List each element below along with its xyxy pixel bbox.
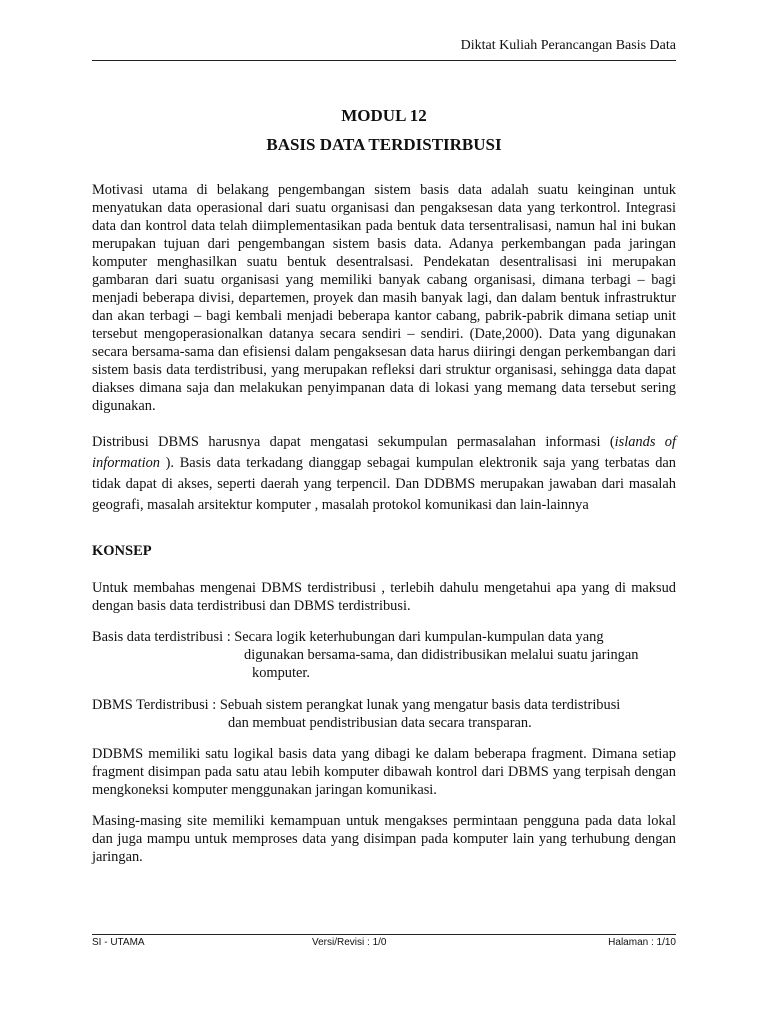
italic-term: islands of information (92, 434, 676, 471)
definition-line: dan membuat pendistribusian data secara transparan. (228, 715, 532, 731)
definition-distributed-database (92, 628, 692, 682)
footer-version: Versi/Revisi : 1/0 (312, 937, 387, 948)
footer-left: SI - UTAMA (92, 937, 145, 948)
paragraph-distribution (92, 432, 676, 516)
running-header: Diktat Kuliah Perancangan Basis Data (460, 38, 676, 53)
footer-divider (92, 934, 676, 935)
definition-distributed-dbms (92, 696, 692, 732)
chapter-title: BASIS DATA TERDISTIRBUSI (266, 135, 502, 154)
paragraph-site-capability: Masing-masing site memiliki kemampuan untuk mengakses permintaan pengguna pada data lokal dan juga mampu untuk memproses data yang disimpan pada komputer lain yang terhubung dengan jaringan. (92, 813, 676, 865)
definition-line: digunakan bersama-sama, dan didistribusikan melalui suatu jaringan (244, 647, 639, 663)
footer-page-number: Halaman : 1/10 (608, 937, 676, 948)
definition-line: Basis data terdistribusi : Secara logik keterhubungan dari kumpulan-kumpulan data yang (92, 629, 604, 645)
paragraph-distribution-part2: ). Basis data terkadang dianggap sebagai kumpulan elektronik saja yang terbatas dan tidak dapat di akses, seperti daerah yang terpencil. Dan DDBMS merupakan jawaban dari masalah geografi, masalah arsitektur komputer , masalah protokol komunikasi dan lain-lainnya (92, 455, 676, 513)
paragraph-distribution-part1: Distribusi DBMS harusnya dapat mengatasi sekumpulan permasalahan informasi ( (92, 434, 615, 450)
paragraph-ddbms-fragment: DDBMS memiliki satu logikal basis data yang dibagi ke dalam beberapa fragment. Dimana setiap fragment disimpan pada satu atau lebih komputer dibawah kontrol dari DBMS yang terpisah dengan mengkoneksi komputer menggunakan jaringan komunikasi. (92, 746, 676, 798)
paragraph-motivation: Motivasi utama di belakang pengembangan sistem basis data adalah suatu keinginan untuk menyatukan data operasional dari suatu organisasi dan pengaksesan data yang terkontrol. Integrasi data dan kontrol data telah diimplementasikan pada bentuk data tersentralisasi, namun hal ini bukan merupakan tujuan dari pengembangan sistem basis data. Adanya perkembangan pada jaringan komputer menghasilkan suatu bentuk desentralsasi. Pendekatan desentralisasi ini merupakan gambaran dari suatu organisasi yang memiliki banyak cabang organisasi, dimana terbagi – bagi menjadi beberapa divisi, departemen, proyek dan masih banyak lagi, dan dalam bentuk infrastruktur dan akan terbagi – bagi kembali menjadi beberapa kantor cabang, pabrik-pabrik dimana setiap unit tersebut mengoperasionalkan datanya secara sendiri – sendiri. (Date,2000). Data yang digunakan secara bersama-sama dan efisiensi dalam pengaksesan data harus diiringi dengan perkembangan dari sistem basis data terdistribusi, yang merupakan refleksi dari struktur organisasi, sehingga data dapat diakses dimana saja dan melakukan penyimpanan data di lokasi yang memang data tersebut sering digunakan. (92, 182, 676, 414)
module-title: MODUL 12 (341, 106, 427, 125)
definition-line: komputer. (252, 665, 310, 681)
paragraph-concept-intro: Untuk membahas mengenai DBMS terdistribusi , terlebih dahulu mengetahui apa yang di maksud dengan basis data terdistribusi dan DBMS terdistribusi. (92, 580, 676, 614)
section-heading-konsep: KONSEP (92, 543, 152, 559)
definition-line: DBMS Terdistribusi : Sebuah sistem perangkat lunak yang mengatur basis data terdistribusi (92, 697, 621, 713)
header-divider (92, 60, 676, 61)
